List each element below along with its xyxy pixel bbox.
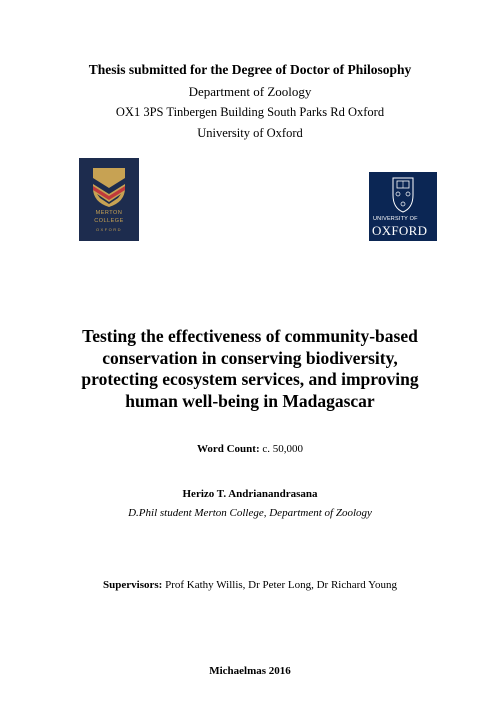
- submission-term: Michaelmas 2016: [209, 665, 291, 677]
- author-affiliation: D.Phil student Merton College, Department of Zoology: [128, 507, 372, 519]
- merton-college-logo: [79, 158, 139, 241]
- title-line-1: Testing the effectiveness of community-based: [82, 326, 418, 346]
- supervisors-names: Prof Kathy Willis, Dr Peter Long, Dr Richard Young: [165, 579, 397, 591]
- oxford-line1: UNIVERSITY OF: [373, 216, 418, 222]
- university-name: University of Oxford: [197, 126, 303, 140]
- department: Department of Zoology: [188, 84, 312, 99]
- oxford-crest-icon: [392, 177, 414, 213]
- title-line-2: conservation in conserving biodiversity,: [102, 347, 398, 368]
- word-count-value: c. 50,000: [262, 443, 304, 455]
- supervisors: [0, 579, 500, 591]
- degree-statement: Thesis submitted for the Degree of Doctor of Philosophy: [88, 62, 412, 77]
- thesis-title: [0, 326, 500, 412]
- title-line-4: human well-being in Madagascar: [125, 390, 375, 411]
- merton-shield-icon: [91, 166, 127, 208]
- word-count-label: Word Count:: [196, 443, 260, 455]
- author-name: Herizo T. Andrianandrasana: [182, 488, 318, 500]
- title-line-3: protecting ecosystem services, and improving: [81, 369, 419, 389]
- merton-line1: MERTON: [95, 210, 123, 216]
- address: OX1 3PS Tinbergen Building South Parks Rd Oxford: [115, 105, 385, 119]
- word-count: [0, 443, 500, 455]
- merton-line2: COLLEGE: [94, 218, 124, 224]
- merton-line3: OXFORD: [95, 227, 123, 232]
- supervisors-label: Supervisors:: [103, 579, 163, 591]
- university-of-oxford-logo: [369, 172, 437, 241]
- oxford-line2: OXFORD: [372, 223, 428, 238]
